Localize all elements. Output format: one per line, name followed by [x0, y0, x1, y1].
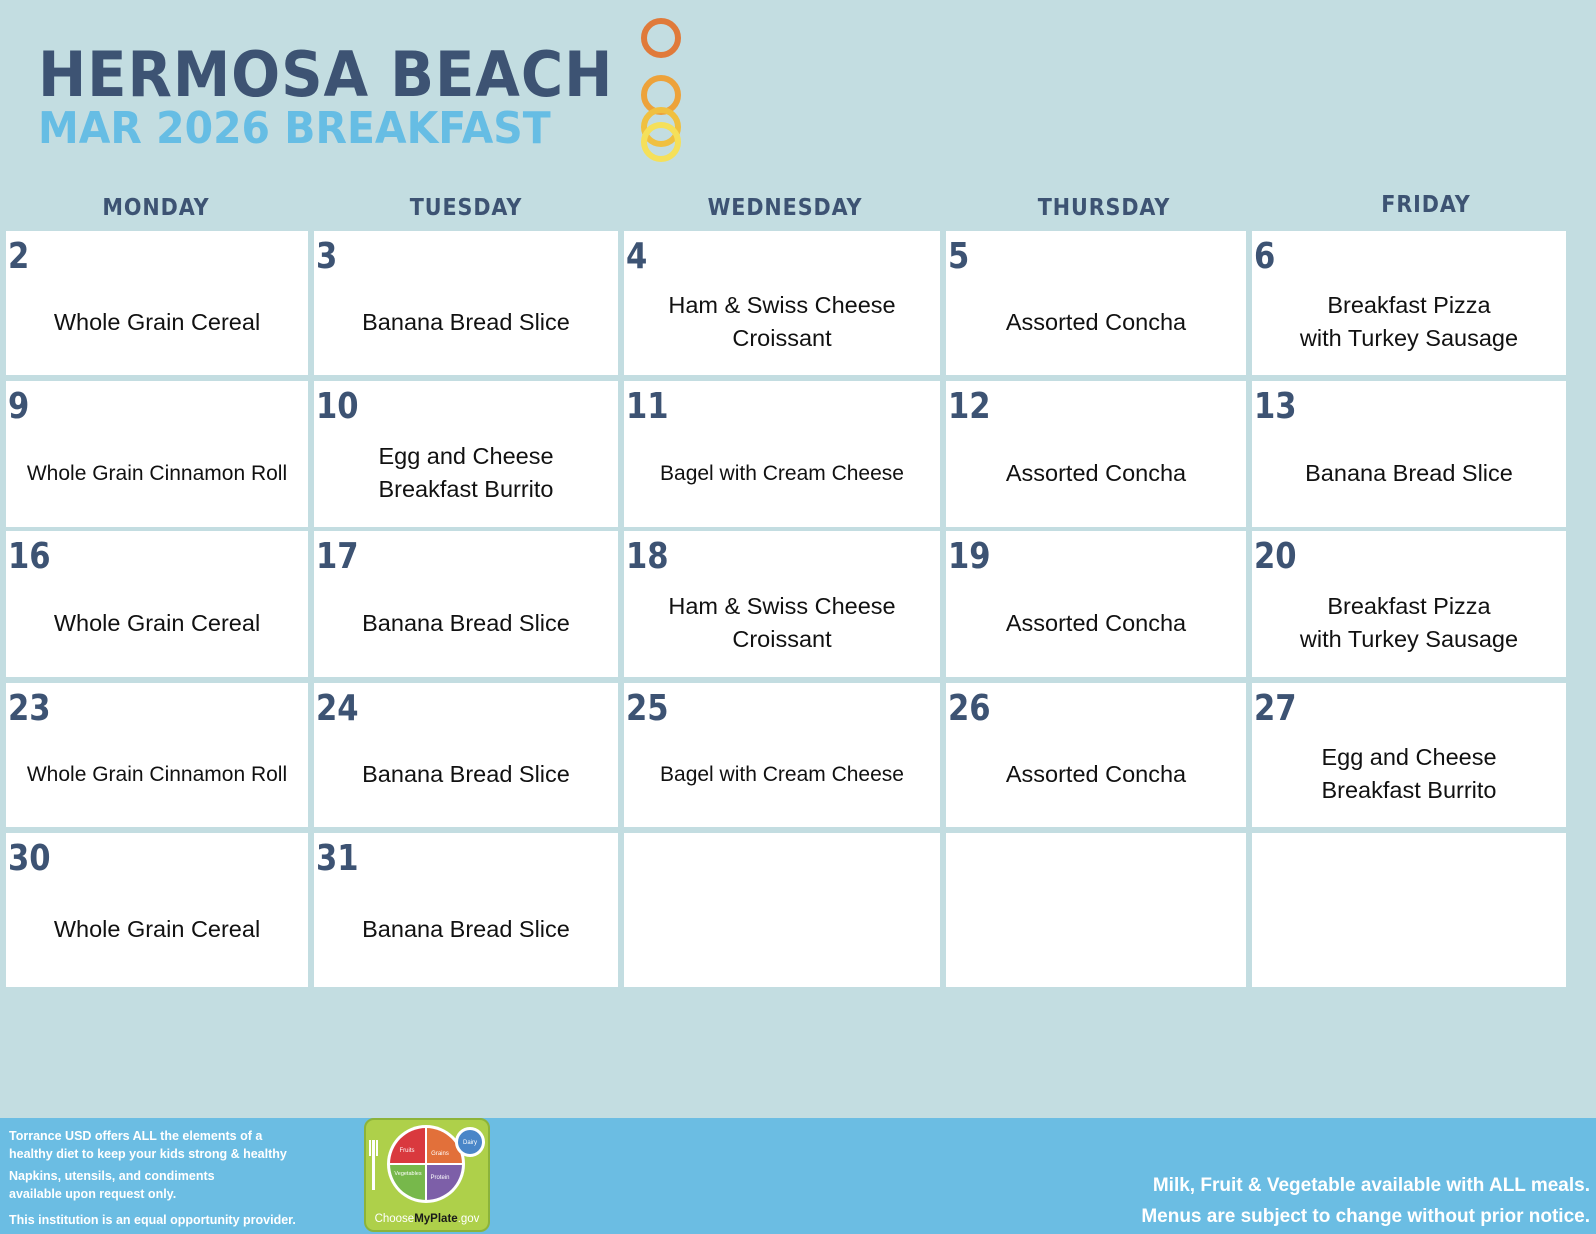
calendar-day-cell [6, 683, 308, 827]
day-number: 20 [1254, 536, 1297, 577]
calendar-day-cell [314, 531, 618, 677]
calendar-day-cell [6, 381, 308, 527]
calendar-grid [6, 231, 1596, 1003]
menu-item: Banana Bread Slice [362, 609, 570, 636]
menu-item: Banana Bread Slice [362, 308, 570, 335]
menu-item: Bagel with Cream Cheese [660, 461, 904, 485]
myplate-logo [364, 1118, 490, 1232]
day-number: 24 [316, 688, 359, 729]
day-number: 10 [316, 386, 359, 427]
day-number: 27 [1254, 688, 1297, 729]
footer [0, 1118, 1596, 1234]
menu-item: Assorted Concha [1005, 308, 1187, 335]
calendar-empty-cell [946, 833, 1246, 987]
menu-item: Breakfast Pizza with Turkey Sausage [1299, 292, 1519, 351]
menu-item: Whole Grain Cereal [53, 308, 261, 335]
calendar-day-cell [946, 381, 1246, 527]
day-number: 13 [1254, 386, 1297, 427]
ring-orange [644, 21, 678, 55]
day-number: 12 [948, 386, 991, 427]
day-number: 9 [8, 386, 30, 427]
myplate-brand-main: MyPlate [414, 1213, 458, 1225]
day-number: 25 [626, 688, 669, 729]
plate-grains-label: Grains [431, 1151, 449, 1157]
menu-item: Assorted Concha [1005, 609, 1187, 636]
day-header-tuesday: TUESDAY [409, 195, 523, 221]
calendar-day-cell [624, 231, 940, 375]
day-header-wednesday: WEDNESDAY [707, 195, 863, 221]
calendar-day-cell [1252, 531, 1566, 677]
calendar-empty-cell [624, 833, 940, 987]
myplate-icon [366, 1120, 488, 1210]
footer-availability-notes [1141, 1170, 1590, 1232]
menu-item: Whole Grain Cinnamon Roll [26, 461, 288, 485]
footer-menu-change-note: Menus are subject to change without prior notice. [1141, 1206, 1590, 1227]
menu-item: Assorted Concha [1005, 760, 1187, 787]
myplate-brand-gov: .gov [457, 1213, 480, 1225]
day-number: 3 [316, 236, 338, 277]
day-number: 2 [8, 236, 30, 277]
calendar-day-cell [946, 531, 1246, 677]
calendar-day-cell [624, 683, 940, 827]
day-number: 17 [316, 536, 359, 577]
calendar-day-cell [1252, 231, 1566, 375]
day-number: 18 [626, 536, 669, 577]
calendar-day-cell [1252, 381, 1566, 527]
day-header-thursday: THURSDAY [1037, 195, 1171, 221]
plate-fruits-label: Fruits [399, 1148, 415, 1154]
calendar-day-cell [314, 683, 618, 827]
day-number: 23 [8, 688, 51, 729]
footer-diet-note: Torrance USD offers ALL the elements of a healthy diet to keep your kids strong & healthy [9, 1129, 287, 1161]
day-number: 6 [1254, 236, 1276, 277]
calendar-day-cell [946, 231, 1246, 375]
title-block [38, 40, 657, 152]
menu-item: Breakfast Pizza with Turkey Sausage [1299, 593, 1519, 652]
day-number: 11 [626, 386, 669, 427]
calendar-day-cell [6, 231, 308, 375]
calendar-day-cell [314, 833, 618, 987]
footer-milk-note: Milk, Fruit & Vegetable available with ALL meals. [1152, 1175, 1590, 1196]
day-number: 19 [948, 536, 991, 577]
page-title: HERMOSA BEACH [38, 38, 614, 111]
calendar-day-cell [624, 381, 940, 527]
menu-item: Bagel with Cream Cheese [660, 762, 904, 786]
calendar-day-cell [6, 833, 308, 987]
myplate-brand-choose: Choose [374, 1213, 415, 1225]
day-number: 4 [626, 236, 648, 277]
calendar-day-cell [946, 683, 1246, 827]
day-number: 31 [316, 838, 359, 879]
footer-napkins-note: Napkins, utensils, and condiments available upon request only. [9, 1169, 215, 1201]
myplate-brand [366, 1213, 488, 1225]
menu-item: Whole Grain Cereal [53, 915, 261, 942]
day-header-monday: MONDAY [102, 195, 210, 221]
calendar-day-cell [1252, 683, 1566, 827]
menu-item: Banana Bread Slice [362, 915, 570, 942]
day-number: 30 [8, 838, 51, 879]
weekday-header-row [0, 192, 1596, 229]
ring-light-orange [644, 78, 678, 112]
calendar-day-cell [624, 531, 940, 677]
day-number: 16 [8, 536, 51, 577]
plate-dairy-label: Dairy [462, 1140, 478, 1146]
plate-vegetables-label: Vegetables [394, 1171, 422, 1177]
calendar-day-cell [314, 231, 618, 375]
menu-item: Banana Bread Slice [362, 760, 570, 787]
menu-item: Banana Bread Slice [1305, 459, 1513, 486]
menu-item: Whole Grain Cinnamon Roll [26, 762, 288, 786]
footer-equal-opportunity-note: This institution is an equal opportunity provider. [9, 1213, 296, 1227]
day-header-friday: FRIDAY [1381, 192, 1471, 218]
calendar-empty-cell [1252, 833, 1566, 987]
page-subtitle: MAR 2026 BREAKFAST [38, 103, 551, 154]
calendar-day-cell [6, 531, 308, 677]
day-number: 5 [948, 236, 970, 277]
menu-item: Assorted Concha [1005, 459, 1187, 486]
menu-item: Egg and Cheese Breakfast Burrito [378, 443, 554, 502]
decorative-rings-icon [636, 14, 686, 174]
footer-notes [9, 1127, 339, 1233]
menu-item: Ham & Swiss Cheese Croissant [668, 292, 896, 351]
day-number: 26 [948, 688, 991, 729]
plate-protein-label: Protein [430, 1175, 450, 1181]
menu-item: Egg and Cheese Breakfast Burrito [1321, 744, 1497, 803]
menu-item: Ham & Swiss Cheese Croissant [668, 593, 896, 652]
calendar-day-cell [314, 381, 618, 527]
menu-item: Whole Grain Cereal [53, 609, 261, 636]
